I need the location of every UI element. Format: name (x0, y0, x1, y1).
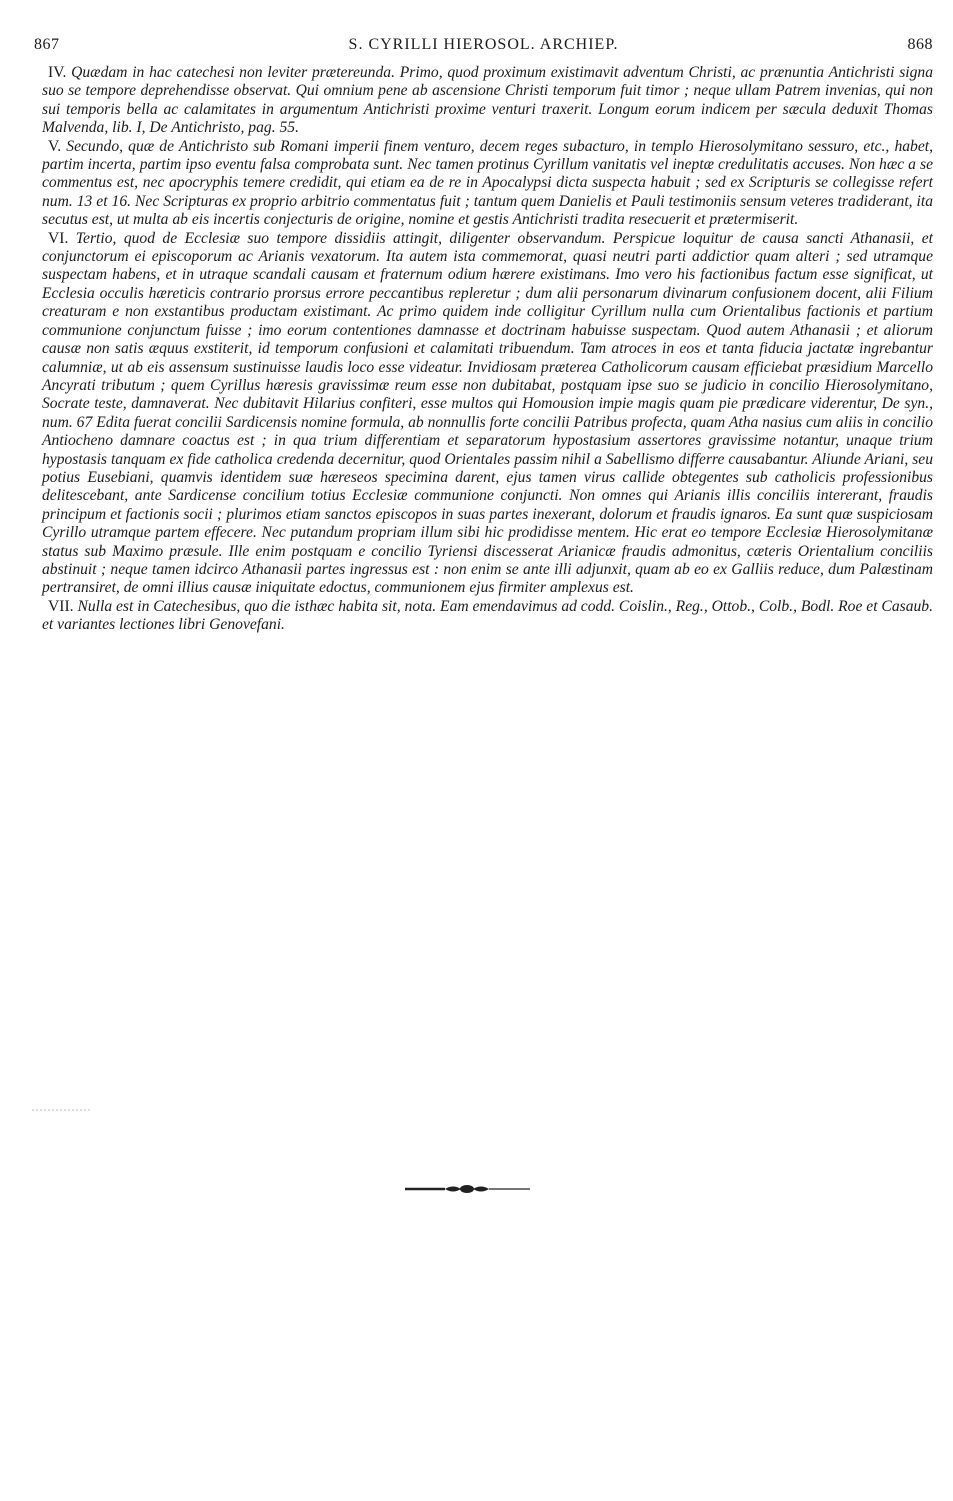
paragraph-vii (42, 598, 933, 635)
paragraph-v (42, 138, 933, 230)
running-header (34, 36, 933, 60)
paragraph-text: Tertio, quod de Ecclesiæ suo tempore dissidiis attingit, diligenter observandum. Perspicue loquitur de causa sancti Athanasii, et conjunctorum ei episcoporum ac Arianis vexatorum. Ita autem ista commemorat, quasi neutri parti addictior quam alteri ; sed utramque suspectam habens, et in utraque scandali causam et fraternum odium hærere existimans. Imo vero his factionibus factum esse significat, ut Ecclesia occulis hæreticis contrario prorsus errore peccantibus repleretur ; dum alii personarum divinarum confusionem docent, alii Filium creaturam e non exstantibus productam existimant. Ac primo quidem inde colligitur Cyrillum nulla cum Orientalibus factionis et partium communione conjunctum fuisse ; imo eorum contentiones damnasse et doctrinam habuisse suspectam. Quod autem Athanasii ; et aliorum causæ non satis æquus exstiterit, id temporum confusioni et calamitati tribuendum. Tam atroces in eos et tanta fiducia jactatæ ingrebantur calumniæ, ut ab eis assensum sustinuisse laudis loco esse videatur. Invidiosam præterea Catholicorum causam efficiebat præsidium Marcello Ancyrati tributum ; quem Cyrillus hæresis gravissimæ reum esse non dubitabat, postquam ipse suo se judicio in concilio Hierosolymitano, Socrate teste, damnaverat. Nec dubitavit Hilarius confiteri, esse multos qui Homousion impie magis quam pie prædicare viderentur, De syn., num. 67 Edita fuerat concilii Sardicensis nomine formula, ab nonnullis forte concilii Patribus profecta, quam Atha nasius cum aliis in concilio Antiocheno damnare coactus est ; in qua trium differentiam et separatorum hypostasium assertores gravissime notantur, unaque trium hypostasis tanquam ex fide catholica credenda decernitur, quod Orientales passim nihil a Sabellismo differre causabantur. Aliunde Ariani, seu potius Eusebiani, quamvis identidem suæ hæreseos specimina darent, ejus tamen virus callide obtegentes sub catholicis professionibus delitescebant, ante Sardicense concilium totius Ecclesiæ communione conjuncti. Non omnes qui Arianis illis conciliis intererant, fraudis principum et factionis socii ; plurimos etiam sanctos episcopos in suas partes inexerant, dolorum et fraudis ignaros. Ea sunt quæ suspiciosam Cyrillo utramque partem effecere. Nec putandum propriam illum sibi hic prodidisse mentem. Hic erat eo tempore Ecclesiæ Hierosolymitanæ status sub Maximo præsule. Ille enim postquam e concilio Tyriensi discesserat Arianicæ fraudis admonitus, cæteris Orientalium conciliis abstinuit ; neque tamen idcirco Athanasii partes ingressus est : non enim se ante illi adjunxit, quam ab eo ex Galliis reduce, dum Palæstinam pertransiret, de omni illius causæ iniquitate edoctus, communionem ejus firmiter amplexus est. (42, 229, 933, 597)
running-title: S. CYRILLI HIEROSOL. ARCHIEP. (348, 36, 619, 53)
page-number-left: 867 (34, 36, 60, 53)
paragraph-number: VI. (48, 229, 69, 247)
paragraph-iv (42, 64, 933, 138)
paragraph-text: Secundo, quæ de Antichristo sub Romani imperii finem venturo, decem reges subacturo, in templo Hierosolymitano sessuro, etc., habet, partim incerta, partim ipso eventu falsa comprobata sunt. Nec tamen protinus Cyrillum vanitatis vel ineptæ credulitatis accuses. Non hæc a se commentus est, nec apocryphis temere credidit, qui etiam ea de re in Apocalypsi dicta suspecta habuit ; sed ex Scripturis se collegisse refert num. 13 et 16. Nec Scripturas ex proprio arbitrio commentatus fuit ; tantum quem Danielis et Pauli testimoniis sensum veteres tradiderant, ita secutus est, ut multa ab eis incertis conjecturis de origine, nomine et gestis Antichristi tradita resecuerit et prætermiserit. (42, 137, 933, 229)
paragraph-number: IV. (48, 64, 67, 81)
paragraph-number: V. (48, 137, 62, 155)
paragraph-number: VII. (48, 597, 74, 615)
paragraph-text: Quædam in hac catechesi non leviter prætereunda. Primo, quod proximum existimavit adventum Christi, ac prænuntia Antichristi signa suo se tempore deprehendisse observat. Qui omnium pene ab ascensione Christi temporum fuit timor ; neque ullam Patrem invenias, qui non sui temporis bella ac calamitates in argumentum Antichristi proxime venturi traxerit. Longum eorum indicem per sæcula deduxit Thomas Malvenda, lib. I, De Antichristo, pag. 55. (42, 64, 933, 137)
scan-speck (32, 1107, 92, 1113)
commentary-body (42, 64, 933, 635)
page-number-right: 868 (907, 36, 933, 53)
paragraph-text: Nulla est in Catechesibus, quo die isthæc habita sit, nota. Eam emendavimus ad codd. Coislin., Reg., Ottob., Colb., Bodl. Roe et Casaub. et variantes lectiones libri Genovefani. (42, 597, 933, 634)
paragraph-vi (42, 230, 933, 598)
tailpiece-ornament-icon (405, 1183, 530, 1195)
